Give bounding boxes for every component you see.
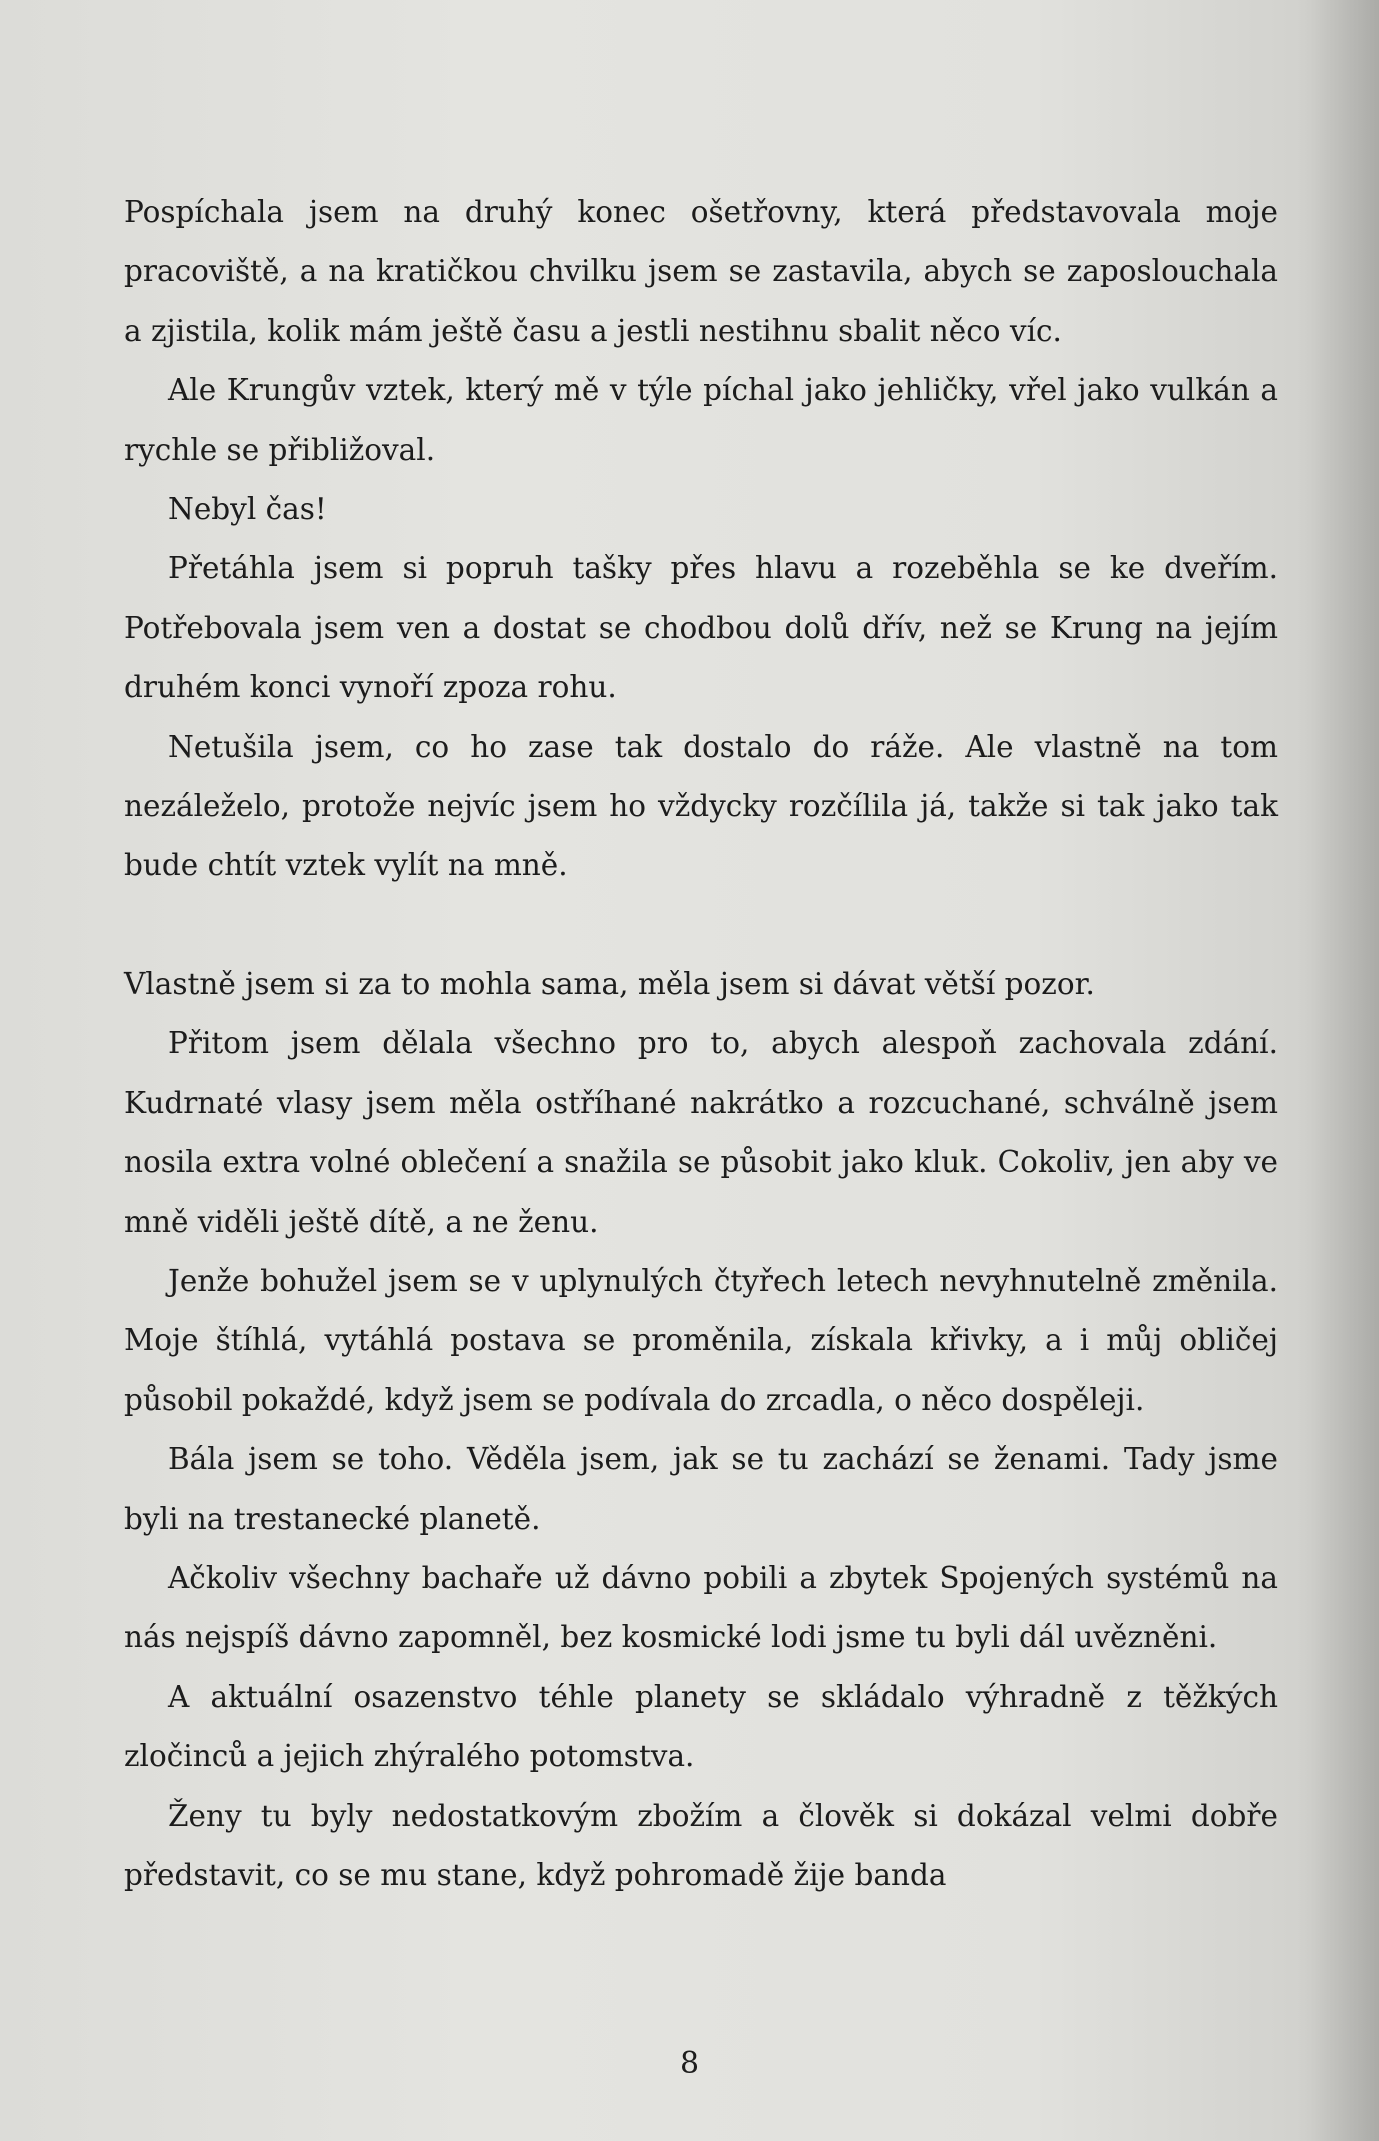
page-edge-shadow [1309, 0, 1379, 2141]
paragraph: Ale Krungův vztek, který mě v týle píchal jako jehličky, vřel jako vulkán a rychle se přibližoval. [124, 373, 1278, 467]
paragraph: Ačkoliv všechny bachaře už dávno pobili a zbytek Spojených systémů na nás nejspíš dávno zapomněl, bez kosmické lodi jsme tu byli dál uvězněni. [124, 1560, 1278, 1655]
paragraph: Nebyl čas! [168, 492, 327, 527]
paragraph: Přitom jsem dělala všechno pro to, abych alespoň zachovala zdání. Kudrnaté vlasy jsem měla ostříhané nakrátko a rozcuchané, schválně jsem nosila extra volné oblečení a snažila se působit jako kluk. Cokoliv, jen aby ve mně viděli ještě dítě, a ne ženu. [124, 1026, 1278, 1239]
paragraph: Přetáhla jsem si popruh tašky přes hlavu a rozeběhla se ke dveřím. Potřebovala jsem ven a dostat se chodbou dolů dřív, než se Krung na jejím druhém konci vynoří zpoza rohu. [124, 551, 1278, 705]
paragraph: Netušila jsem, co ho zase tak dostalo do ráže. Ale vlastně na tom nezáleželo, protože nejvíc jsem ho vždycky rozčílila já, takže si tak jako tak bude chtít vztek vylít na mně. [124, 729, 1278, 883]
body-text [124, 183, 1278, 1905]
paragraph: A aktuální osazenstvo téhle planety se skládalo výhradně z těžkých zločinců a jejich zhýralého potomstva. [124, 1679, 1278, 1774]
paragraph: Bála jsem se toho. Věděla jsem, jak se tu zachází se ženami. Tady jsme byli na trestanecké planetě. [124, 1442, 1278, 1536]
paragraph: Jenže bohužel jsem se v uplynulých čtyřech letech nevyhnutelně změnila. Moje štíhlá, vytáhlá postava se proměnila, získala křivky, a i můj obličej působil pokaždé, když jsem se podívala do zrcadla, o něco dospěleji. [124, 1263, 1278, 1417]
paragraph: Vlastně jsem si za to mohla sama, měla jsem si dávat větší pozor. [124, 966, 1095, 1001]
page-number: 8 [679, 2046, 700, 2081]
paragraph: Ženy tu byly nedostatkovým zbožím a člověk si dokázal velmi dobře představit, co se mu stane, když pohromadě žije banda [124, 1798, 1278, 1892]
paragraph: Pospíchala jsem na druhý konec ošetřovny, která představovala moje pracoviště, a na kratičkou chvilku jsem se zastavila, abych se zaposlouchala a zjistila, kolik mám ještě času a jestli nestihnu sbalit něco víc. [124, 195, 1278, 348]
